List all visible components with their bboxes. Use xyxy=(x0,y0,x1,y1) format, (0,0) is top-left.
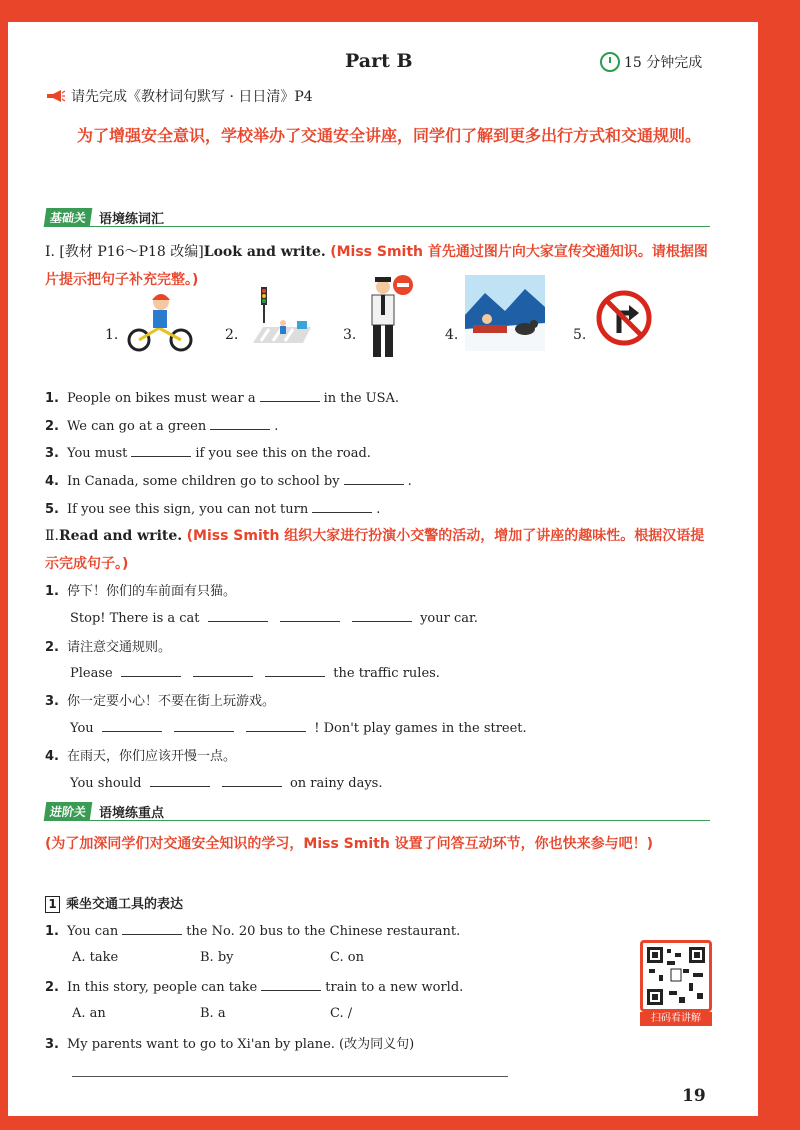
part2-en: Read and write. xyxy=(58,528,183,544)
question-cn: 停下！你们的车前面有只猫。 xyxy=(67,584,237,599)
question-text: If you see this sign, you can not turn xyxy=(67,502,309,517)
answer-blank[interactable] xyxy=(261,978,321,991)
answer-blank[interactable] xyxy=(174,719,234,732)
answer-blank[interactable] xyxy=(260,389,320,402)
pic-label-2: 2. xyxy=(225,327,239,343)
part2-question-1-en xyxy=(70,609,478,626)
topic1-question-1 xyxy=(45,922,460,939)
question-text: We can go at a green xyxy=(67,419,207,434)
topic1-heading xyxy=(45,893,183,913)
part1-question-2 xyxy=(45,417,278,434)
answer-blank[interactable] xyxy=(121,664,181,677)
qr-code-block[interactable] xyxy=(640,940,712,1022)
answer-blank[interactable] xyxy=(210,417,270,430)
pic-label-4: 4. xyxy=(445,327,459,343)
question-number: 3. xyxy=(45,694,59,709)
question-number: 2. xyxy=(45,419,59,434)
traffic-police-picture xyxy=(357,271,417,363)
pic-label-5: 5. xyxy=(573,327,587,343)
answer-blank[interactable] xyxy=(222,774,282,787)
question-number: 4. xyxy=(45,474,59,489)
answer-blank[interactable] xyxy=(246,719,306,732)
part1-prefix: Ⅰ. [教材 P16～P18 改编] xyxy=(45,244,204,260)
part2-question-4-cn xyxy=(45,745,236,764)
qr-code-icon xyxy=(640,940,712,1012)
part2-question-2-en xyxy=(70,664,440,681)
answer-blank[interactable] xyxy=(122,922,182,935)
picture-row xyxy=(95,283,695,363)
question-text: the No. 20 bus to the Chinese restaurant. xyxy=(186,924,461,939)
question-number: 3. xyxy=(45,446,59,461)
question-text: train to a new world. xyxy=(325,980,464,995)
option-c[interactable]: C. on xyxy=(330,950,364,965)
topic-title: 乘坐交通工具的表达 xyxy=(66,897,184,912)
answer-blank[interactable] xyxy=(102,719,162,732)
question-text: You xyxy=(70,721,94,736)
part2-cn: (Miss Smith 组织大家进行扮演小交警的活动，增加了讲座的趣味性。根据汉语提示完成句子。) xyxy=(45,528,705,572)
question-text: the traffic rules. xyxy=(333,666,440,681)
answer-blank[interactable] xyxy=(344,472,404,485)
topic1-question-3 xyxy=(45,1033,414,1052)
answer-blank[interactable] xyxy=(131,444,191,457)
page-border-right xyxy=(758,0,800,1130)
pic-label-3: 3. xyxy=(343,327,357,343)
part1-question-1 xyxy=(45,389,399,406)
part1-cn: (Miss Smith 首先通过图片向大家宣传交通知识。请根据图片提示把句子补充完整。) xyxy=(45,244,708,288)
notice xyxy=(45,86,313,106)
section-advanced xyxy=(45,802,710,821)
part2-question-4-en xyxy=(70,774,382,791)
question-number: 1. xyxy=(45,584,59,599)
option-a[interactable]: A. an xyxy=(72,1006,106,1021)
part2-prefix: Ⅱ. xyxy=(45,528,59,544)
question-number: 1. xyxy=(45,391,59,406)
bike-helmet-picture xyxy=(125,288,195,353)
section-tag: 进阶关 xyxy=(44,802,93,821)
part1-question-4 xyxy=(45,472,412,489)
question-number: 1. xyxy=(45,924,59,939)
section-basic xyxy=(45,208,710,227)
part2-instruction xyxy=(45,522,715,578)
question-text: You should xyxy=(70,776,142,791)
question-text: You must xyxy=(67,446,128,461)
question-cn: 你一定要小心！不要在街上玩游戏。 xyxy=(67,694,276,709)
part1-question-3 xyxy=(45,444,371,461)
part2-question-3-cn xyxy=(45,690,275,709)
question-text: Please xyxy=(70,666,113,681)
question-text: My parents want to go to Xi'an by plane. (改为同义句) xyxy=(67,1037,415,1052)
option-c[interactable]: C. / xyxy=(330,1006,353,1021)
question-number: 5. xyxy=(45,502,59,517)
qr-label: 扫码看讲解 xyxy=(640,1012,712,1026)
timer-text: 15 分钟完成 xyxy=(624,55,703,71)
section-title: 语境练词汇 xyxy=(99,211,165,227)
answer-blank[interactable] xyxy=(265,664,325,677)
notice-text: 请先完成《教材词句默写 · 日日清》P4 xyxy=(71,89,313,105)
question-text: your car. xyxy=(420,611,478,626)
question-number: 4. xyxy=(45,749,59,764)
part1-question-5 xyxy=(45,500,380,517)
question-text: . xyxy=(376,502,381,517)
intro-text: 为了增强安全意识，学校举办了交通安全讲座，同学们了解到更多出行方式和交通规则。 xyxy=(77,126,702,145)
question-text: if you see this on the road. xyxy=(195,446,371,461)
question-cn: 请注意交通规则。 xyxy=(67,640,172,655)
question-text: on rainy days. xyxy=(289,776,383,791)
question-text: People on bikes must wear a xyxy=(67,391,256,406)
question-text: In Canada, some children go to school by xyxy=(67,474,340,489)
answer-blank[interactable] xyxy=(352,609,412,622)
crosswalk-picture xyxy=(243,283,313,353)
question-number: 2. xyxy=(45,640,59,655)
option-b[interactable]: B. by xyxy=(200,950,234,965)
part1-en: Look and write. xyxy=(203,244,326,260)
page-title: Part B xyxy=(345,50,413,72)
answer-blank[interactable] xyxy=(312,500,372,513)
page-border-bottom xyxy=(0,1116,800,1130)
answer-blank[interactable] xyxy=(193,664,253,677)
option-b[interactable]: B. a xyxy=(200,1006,226,1021)
part2-question-1-cn xyxy=(45,580,236,599)
part2-question-2-cn xyxy=(45,636,171,655)
page-border-top xyxy=(0,0,800,22)
answer-blank[interactable] xyxy=(280,609,340,622)
question-text: You can xyxy=(67,924,119,939)
megaphone-icon xyxy=(45,89,65,103)
question-text: In this story, people can take xyxy=(67,980,258,995)
pic-label-1: 1. xyxy=(105,327,119,343)
question-cn: 在雨天，你们应该开慢一点。 xyxy=(67,749,237,764)
answer-blank[interactable] xyxy=(208,609,268,622)
question-number: 3. xyxy=(45,1037,59,1052)
page-border-left xyxy=(0,0,8,1130)
topic1-question-2 xyxy=(45,978,463,995)
question-text: ! Don't play games in the street. xyxy=(314,721,527,736)
dog-sled-picture xyxy=(465,275,545,351)
timer xyxy=(600,52,702,72)
part2-question-3-en xyxy=(70,719,527,736)
answer-blank[interactable] xyxy=(150,774,210,787)
question-text: in the USA. xyxy=(323,391,400,406)
question-text: Stop! There is a cat xyxy=(70,611,200,626)
question-text: . xyxy=(407,474,412,489)
answer-line[interactable] xyxy=(72,1076,508,1077)
question-number: 2. xyxy=(45,980,59,995)
page-number: 19 xyxy=(682,1086,706,1106)
section-title: 语境练重点 xyxy=(99,805,165,821)
section2-note: (为了加深同学们对交通安全知识的学习，Miss Smith 设置了问答互动环节，你也快来参与吧！) xyxy=(45,836,654,852)
topic-number: 1 xyxy=(45,896,60,913)
no-right-turn-sign xyxy=(595,289,653,347)
section-tag: 基础关 xyxy=(44,208,93,227)
clock-icon xyxy=(600,52,620,72)
question-text: . xyxy=(274,419,279,434)
option-a[interactable]: A. take xyxy=(72,950,119,965)
